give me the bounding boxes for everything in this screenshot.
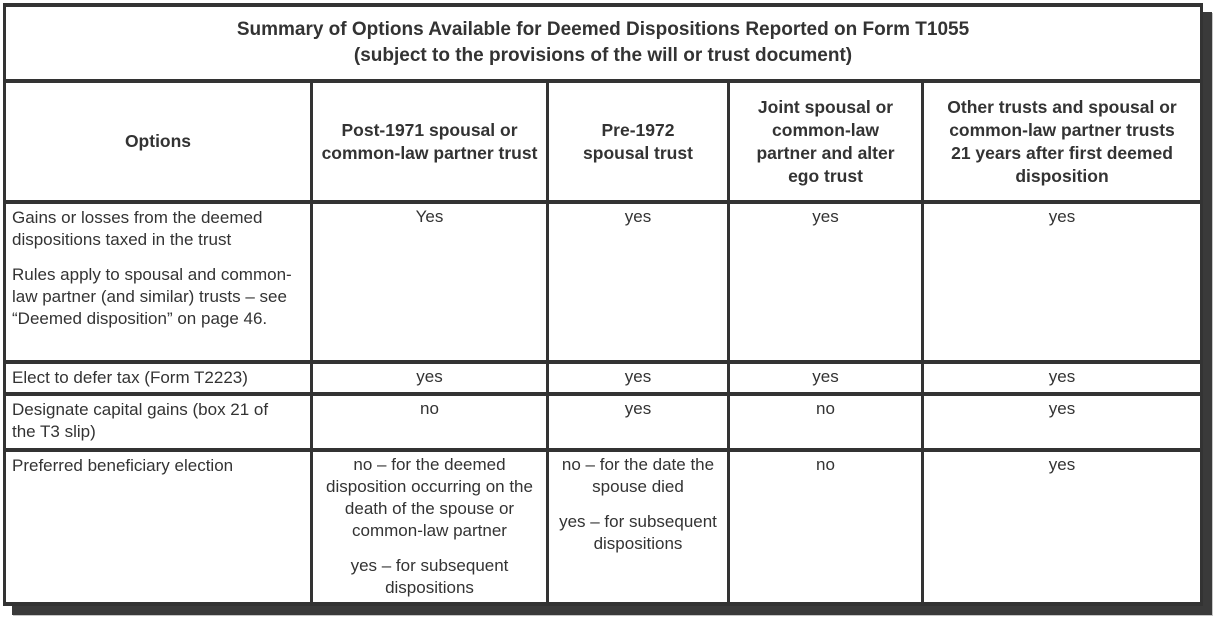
cell-joint — [729, 450, 923, 604]
column-header-post-1971-trust — [312, 81, 548, 202]
cell-text: yes — [1048, 455, 1076, 474]
column-header-other-trusts — [923, 81, 1202, 202]
header-row — [5, 81, 1202, 202]
column-header-label: Options — [124, 131, 192, 151]
title-line-2: (subject to the provisions of the will or trust document) — [353, 45, 853, 66]
table-row-gains-or-losses — [5, 202, 1202, 362]
cell-text: yes — [1048, 367, 1076, 386]
cell-joint — [729, 362, 923, 394]
cell-pre-1972 — [548, 394, 729, 450]
cell-text: no — [420, 399, 439, 418]
cell-post-1971 — [312, 362, 548, 394]
cell-text: yes — [1048, 399, 1076, 418]
cell-text: Designate capital gains (box 21 of the T3 slip) — [12, 400, 269, 441]
table-title — [5, 5, 1202, 81]
column-header-pre-1972-trust — [548, 81, 729, 202]
cell-text: no — [816, 455, 835, 474]
cell-text: yes — [1048, 207, 1076, 226]
deemed-dispositions-summary-table — [3, 3, 1203, 606]
cell-text: no – for the date the spouse died — [561, 455, 715, 496]
cell-other — [923, 394, 1202, 450]
column-header-label: Post-1971 spousal or common-law partner trust — [321, 119, 538, 163]
cell-text: Elect to defer tax (Form T2223) — [12, 368, 248, 387]
cell-text: Preferred beneficiary election — [12, 456, 234, 475]
cell-post-1971 — [312, 202, 548, 362]
cell-text: yes — [624, 399, 652, 418]
cell-other — [923, 202, 1202, 362]
cell-joint — [729, 394, 923, 450]
title-line-1: Summary of Options Available for Deemed Dispositions Reported on Form T1055 — [236, 19, 970, 40]
cell-text: Yes — [415, 207, 444, 226]
table-row-elect-to-defer-tax — [5, 362, 1202, 394]
cell-text: yes — [416, 367, 443, 386]
cell-option — [5, 362, 312, 394]
column-header-joint-spousal-trust — [729, 81, 923, 202]
cell-text: yes – for subsequent dispositions — [350, 556, 509, 597]
cell-text: yes — [812, 367, 839, 386]
cell-text: yes – for subsequent dispositions — [559, 512, 717, 553]
table-row-preferred-beneficiary-election — [5, 450, 1202, 604]
cell-pre-1972 — [548, 202, 729, 362]
cell-other — [923, 362, 1202, 394]
cell-text: Rules apply to spousal and common-law partner (and similar) trusts – see “Deemed disposition” on page 46. — [12, 265, 292, 328]
cell-text: Gains or losses from the deemed dispositions taxed in the trust — [12, 208, 263, 249]
cell-option — [5, 394, 312, 450]
cell-other — [923, 450, 1202, 604]
cell-option — [5, 450, 312, 604]
table-row-designate-capital-gains — [5, 394, 1202, 450]
cell-text: yes — [624, 367, 652, 386]
cell-text: yes — [812, 207, 839, 226]
cell-pre-1972 — [548, 450, 729, 604]
cell-text: yes — [624, 207, 652, 226]
column-header-label: Joint spousal or common-law partner and alter ego trust — [756, 96, 895, 186]
cell-text: no – for the deemed disposition occurring on the death of the spouse or common-law partner — [326, 455, 533, 540]
cell-pre-1972 — [548, 362, 729, 394]
cell-post-1971 — [312, 394, 548, 450]
column-header-label: Pre-1972 spousal trust — [583, 119, 693, 163]
cell-joint — [729, 202, 923, 362]
column-header-options — [5, 81, 312, 202]
cell-text: no — [816, 399, 835, 418]
cell-option — [5, 202, 312, 362]
column-header-label: Other trusts and spousal or common-law partner trusts 21 years after first deemed disposition — [947, 96, 1177, 186]
title-row — [5, 5, 1202, 81]
cell-post-1971 — [312, 450, 548, 604]
